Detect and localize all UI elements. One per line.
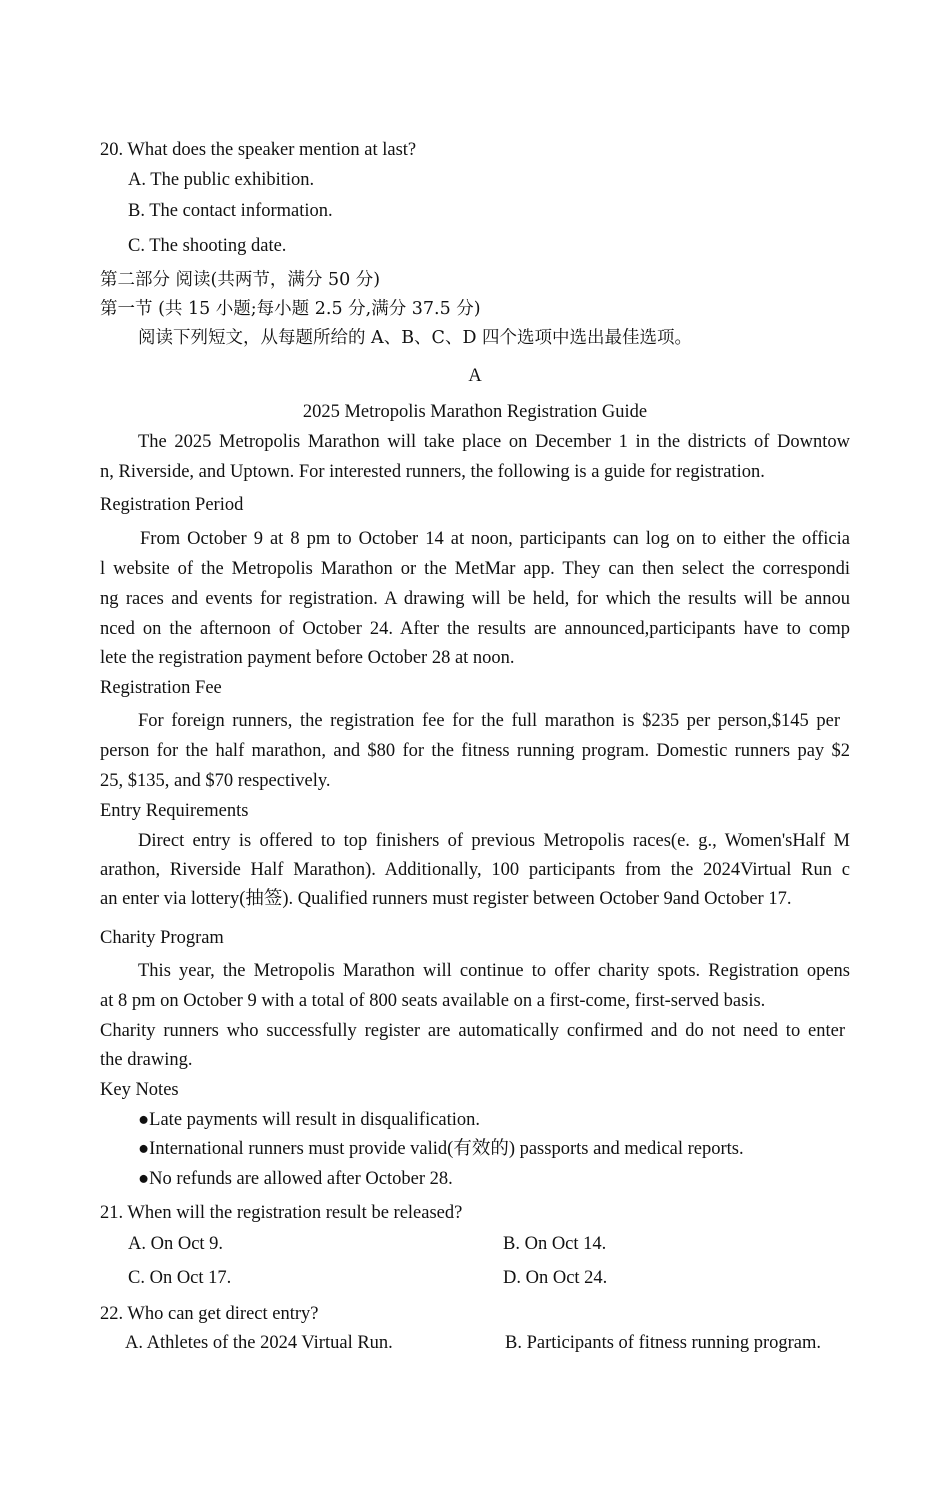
charity-program-line: This year, the Metropolis Marathon will continue to offer charity spots. Registration opens [138,961,850,981]
registration-period-line: From October 9 at 8 pm to October 14 at noon, participants can log on to either the officia [140,529,850,549]
q22-option-a: A. Athletes of the 2024 Virtual Run. [125,1333,393,1353]
charity-program-line: Charity runners who successfully register are automatically confirmed and do not need to enter [100,1021,845,1041]
key-note-item: ●Late payments will result in disqualification. [138,1110,481,1130]
intro-line: n, Riverside, and Uptown. For interested runners, the following is a guide for registration. [100,462,765,482]
q20-option-b: B. The contact information. [128,201,333,221]
charity-program-heading: Charity Program [100,928,224,948]
entry-requirements-line: arathon, Riverside Half Marathon). Additionally, 100 participants from the 2024Virtual Run c [100,860,850,880]
key-notes-heading: Key Notes [100,1080,179,1100]
registration-period-line: l website of the Metropolis Marathon or the MetMar app. They can then select the correspondi [100,559,850,579]
part2-title: 第二部分 阅读(共两节，满分 50 分) [100,270,381,290]
charity-program-line: at 8 pm on October 9 with a total of 800 seats available on a first-come, first-served basis. [100,991,766,1011]
q22-stem: 22. Who can get direct entry? [100,1304,319,1324]
reading-instruction: 阅读下列短文，从每题所给的 A、B、C、D 四个选项中选出最佳选项。 [138,328,693,348]
registration-fee-line: person for the half marathon, and $80 for the fitness running program. Domestic runners pay $2 [100,741,850,761]
q20-option-c: C. The shooting date. [128,236,287,256]
q21-option-d: D. On Oct 24. [503,1268,608,1288]
q20-stem: 20. What does the speaker mention at last? [100,140,417,160]
registration-fee-line: 25, $135, and $70 respectively. [100,771,331,791]
entry-requirements-heading: Entry Requirements [100,801,249,821]
q21-option-a: A. On Oct 9. [128,1234,224,1254]
entry-requirements-line: an enter via lottery(抽签). Qualified runners must register between October 9and October 17. [100,889,792,909]
intro-line: The 2025 Metropolis Marathon will take place on December 1 in the districts of Downtow [138,432,850,452]
q21-option-c: C. On Oct 17. [128,1268,232,1288]
q20-option-a: A. The public exhibition. [128,170,315,190]
registration-fee-line: For foreign runners, the registration fee for the full marathon is $235 per person,$145 per [138,711,840,731]
registration-fee-heading: Registration Fee [100,678,222,698]
key-note-item: ●International runners must provide valid(有效的) passports and medical reports. [138,1139,744,1159]
registration-period-line: lete the registration payment before October 28 at noon. [100,648,515,668]
registration-period-line: ng races and events for registration. A drawing will be held, for which the results will be annou [100,589,850,609]
charity-program-line: the drawing. [100,1050,193,1070]
registration-period-line: nced on the afternoon of October 24. After the results are announced,participants have to comp [100,619,850,639]
key-note-item: ●No refunds are allowed after October 28. [138,1169,453,1189]
q22-option-b: B. Participants of fitness running program. [505,1333,821,1353]
registration-period-heading: Registration Period [100,495,244,515]
section1-title: 第一节 (共 15 小题;每小题 2.5 分,满分 37.5 分) [100,299,481,319]
entry-requirements-line: Direct entry is offered to top finishers of previous Metropolis races(e. g., Women'sHalf M [138,831,850,851]
passage-title: 2025 Metropolis Marathon Registration Guide [302,402,648,422]
q21-option-b: B. On Oct 14. [503,1234,607,1254]
passage-letter: A [468,366,482,386]
q21-stem: 21. When will the registration result be released? [100,1203,463,1223]
